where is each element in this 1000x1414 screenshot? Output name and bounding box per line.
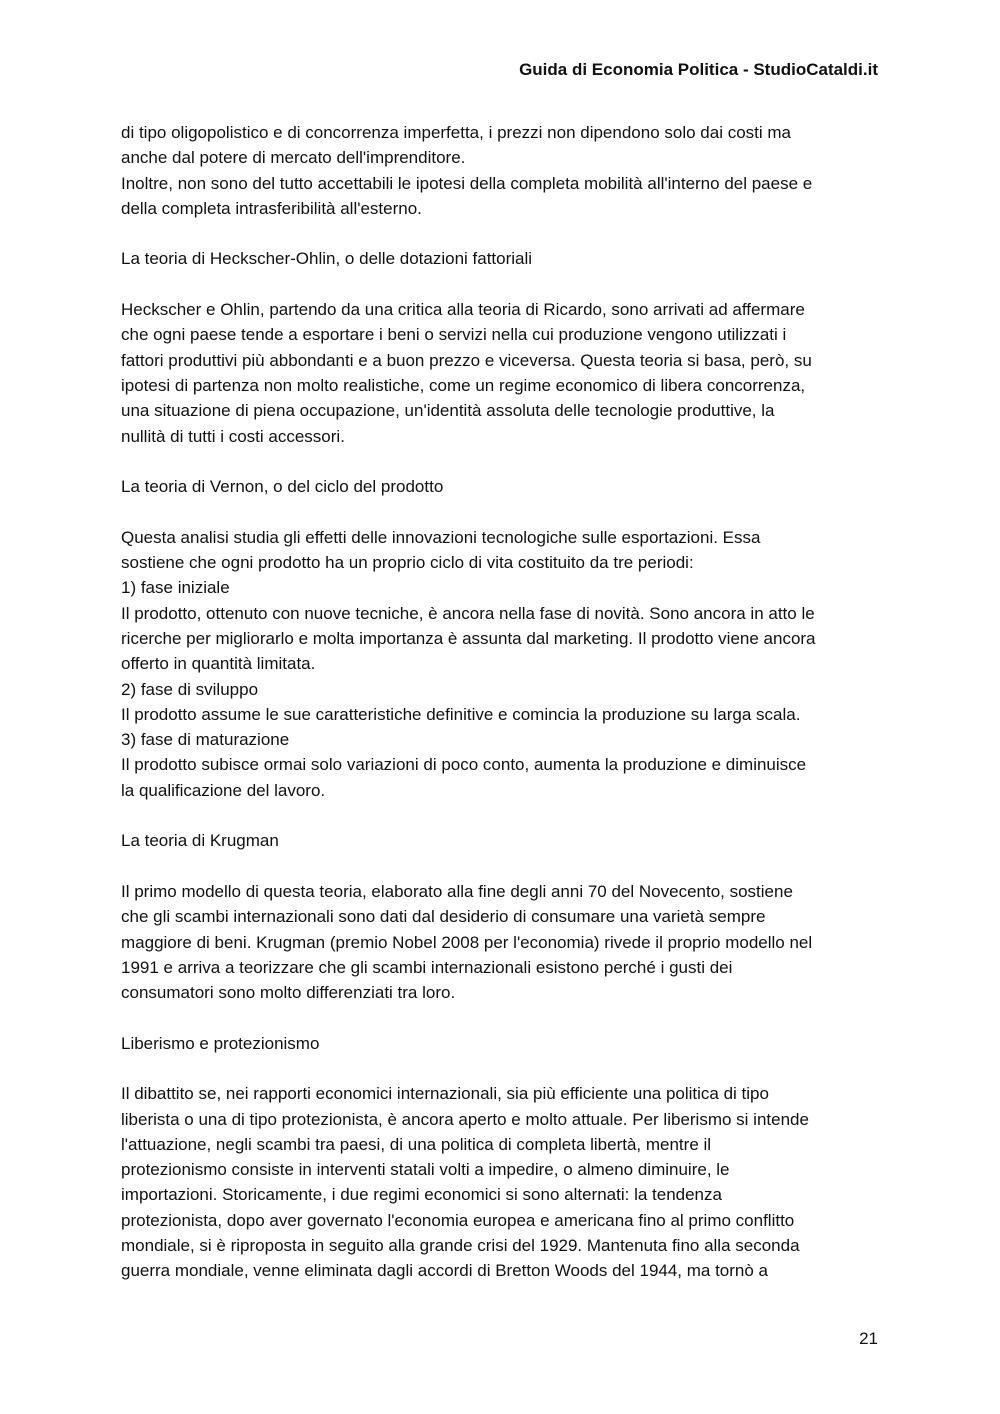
section-heading-heckscher-ohlin: La teoria di Heckscher-Ohlin, o delle dotazioni fattoriali bbox=[121, 249, 533, 269]
paragraph-continuation bbox=[121, 120, 881, 221]
text-line: Il prodotto assume le sue caratteristiche definitive e comincia la produzione su larga scala. bbox=[121, 704, 801, 724]
section-heading-vernon: La teoria di Vernon, o del ciclo del prodotto bbox=[121, 477, 444, 497]
text-line: liberista o una di tipo protezionista, è ancora aperto e molto attuale. Per liberismo si intende bbox=[121, 1109, 809, 1129]
paragraph-heckscher-ohlin bbox=[121, 297, 881, 449]
text-line: l'attuazione, negli scambi tra paesi, di una politica di completa libertà, mentre il bbox=[121, 1134, 712, 1154]
text-line: protezionismo consiste in interventi statali volti a impedire, o almeno diminuire, le bbox=[121, 1160, 730, 1180]
section-heading-krugman: La teoria di Krugman bbox=[121, 831, 279, 851]
text-line: Il prodotto subisce ormai solo variazioni di poco conto, aumenta la produzione e diminuisce bbox=[121, 755, 807, 775]
paragraph-vernon bbox=[121, 525, 881, 803]
text-line: offerto in quantità limitata. bbox=[121, 654, 316, 674]
text-line: Il primo modello di questa teoria, elaborato alla fine degli anni 70 del Novecento, sostiene bbox=[121, 881, 793, 901]
text-line: ipotesi di partenza non molto realistiche, come un regime economico di libera concorrenza, bbox=[121, 375, 806, 395]
text-line: Il dibattito se, nei rapporti economici internazionali, sia più efficiente una politica di tipo bbox=[121, 1084, 769, 1104]
text-line: anche dal potere di mercato dell'imprenditore. bbox=[121, 148, 466, 168]
text-line: di tipo oligopolistico e di concorrenza imperfetta, i prezzi non dipendono solo dai costi ma bbox=[121, 123, 791, 142]
text-line: 1) fase iniziale bbox=[121, 578, 230, 598]
page-body bbox=[121, 120, 881, 1284]
text-line: importazioni. Storicamente, i due regimi economici si sono alternati: la tendenza bbox=[121, 1185, 722, 1205]
text-line: nullità di tutti i costi accessori. bbox=[121, 426, 345, 446]
text-line: Inoltre, non sono del tutto accettabili le ipotesi della completa mobilità all'interno del paese e bbox=[121, 173, 813, 193]
text-line: sostiene che ogni prodotto ha un proprio ciclo di vita costituito da tre periodi: bbox=[121, 553, 694, 573]
text-line: mondiale, si è riproposta in seguito alla grande crisi del 1929. Mantenuta fino alla seconda bbox=[121, 1236, 800, 1256]
text-line: fattori produttivi più abbondanti e a buon prezzo e viceversa. Questa teoria si basa, però, su bbox=[121, 350, 812, 370]
text-line: 1991 e arriva a teorizzare che gli scambi internazionali esistono perché i gusti dei bbox=[121, 957, 733, 977]
text-line: che gli scambi internazionali sono dati dal desiderio di consumare una varietà sempre bbox=[121, 907, 766, 927]
paragraph-liberismo bbox=[121, 1081, 881, 1283]
text-line: una situazione di piena occupazione, un'identità assoluta delle tecnologie produttive, la bbox=[121, 401, 775, 421]
text-line: 3) fase di maturazione bbox=[121, 730, 290, 750]
paragraph-krugman bbox=[121, 879, 881, 1005]
running-header: Guida di Economia Politica - StudioCataldi.it bbox=[519, 60, 878, 79]
page-number: 21 bbox=[859, 1329, 878, 1348]
text-line: la qualificazione del lavoro. bbox=[121, 780, 326, 800]
text-line: Il prodotto, ottenuto con nuove tecniche, è ancora nella fase di novità. Sono ancora in atto le bbox=[121, 603, 815, 623]
text-line: Heckscher e Ohlin, partendo da una critica alla teoria di Ricardo, sono arrivati ad affermare bbox=[121, 300, 805, 320]
section-heading-liberismo: Liberismo e protezionismo bbox=[121, 1033, 320, 1053]
text-line: 2) fase di sviluppo bbox=[121, 679, 259, 699]
text-line: che ogni paese tende a esportare i beni o servizi nella cui produzione vengono utilizzati i bbox=[121, 325, 787, 345]
text-line: Questa analisi studia gli effetti delle innovazioni tecnologiche sulle esportazioni. Essa bbox=[121, 527, 761, 547]
text-line: consumatori sono molto differenziati tra loro. bbox=[121, 983, 456, 1003]
text-line: ricerche per migliorarlo e molta importanza è assunta dal marketing. Il prodotto viene ancora bbox=[121, 628, 816, 648]
text-line: maggiore di beni. Krugman (premio Nobel 2008 per l'economia) rivede il proprio modello nel bbox=[121, 932, 813, 952]
text-line: della completa intrasferibilità all'esterno. bbox=[121, 198, 422, 218]
text-line: guerra mondiale, venne eliminata dagli accordi di Bretton Woods del 1944, ma tornò a bbox=[121, 1261, 769, 1281]
text-line: protezionista, dopo aver governato l'economia europea e americana fino al primo conflitto bbox=[121, 1210, 795, 1230]
